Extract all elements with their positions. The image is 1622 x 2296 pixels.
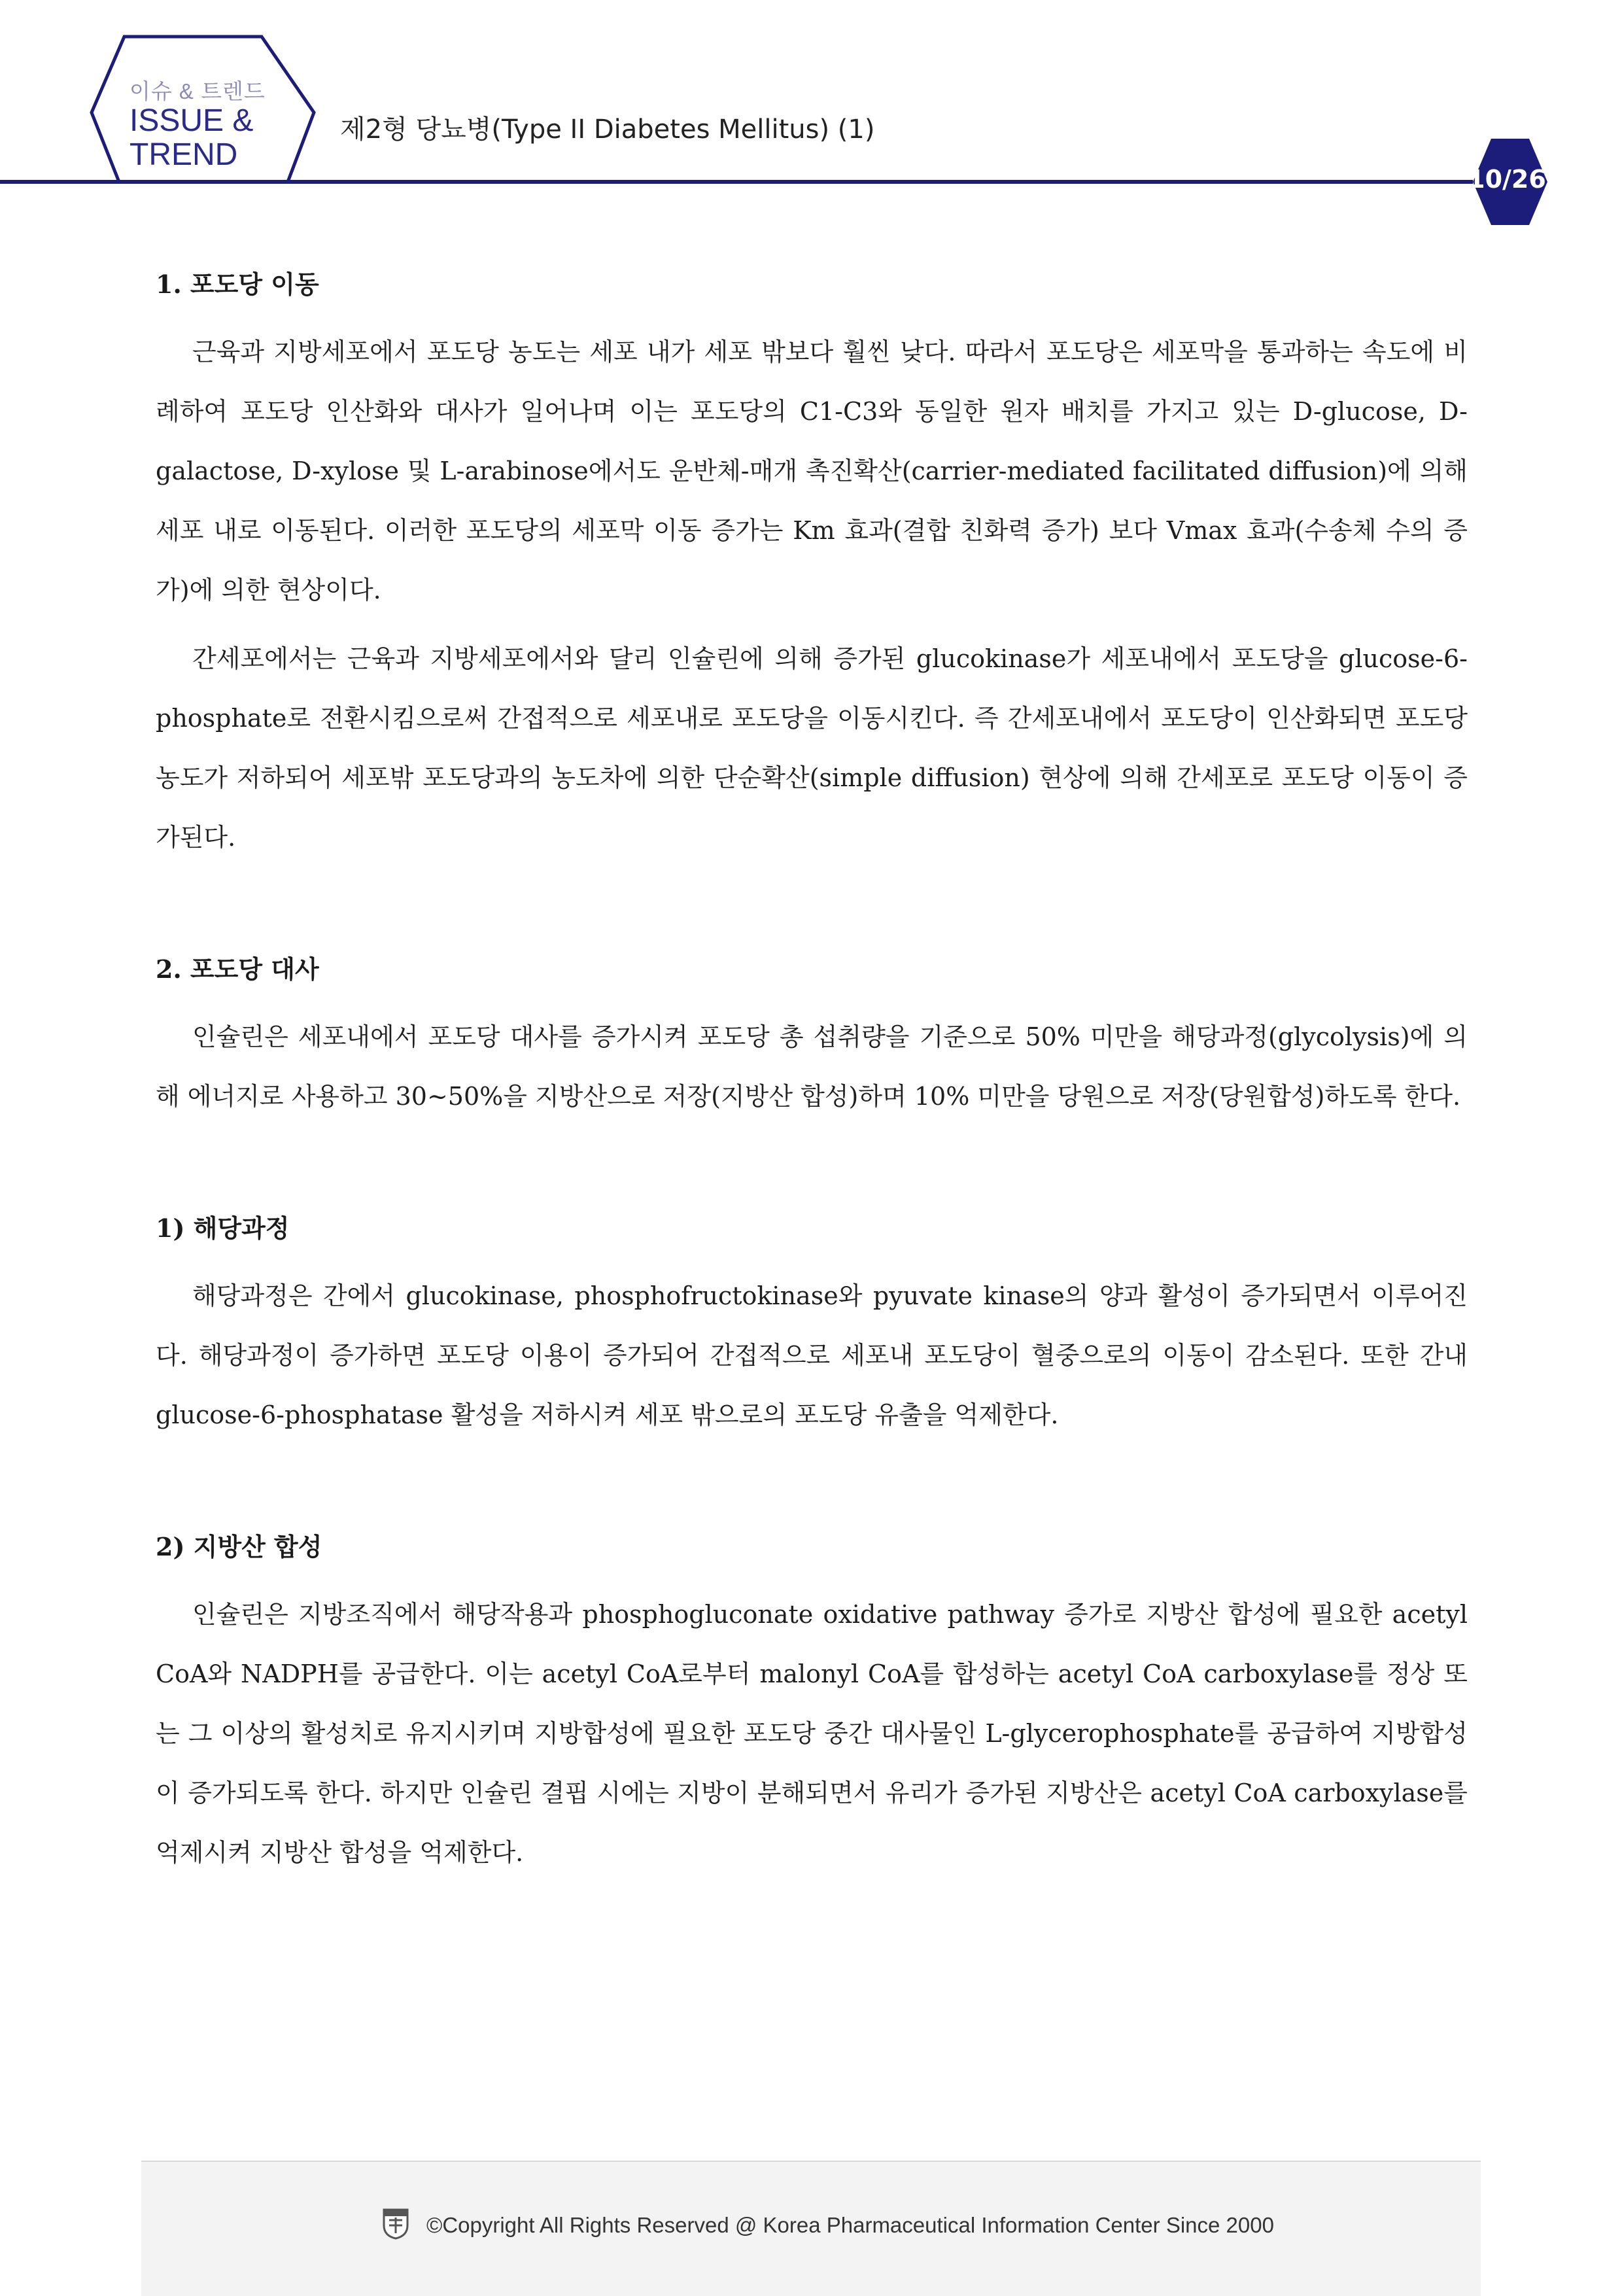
paragraph: 인슐린은 세포내에서 포도당 대사를 증가시켜 포도당 총 섭취량을 기준으로 50% 미만을 해당과정(glycolysis)에 의해 에너지로 사용하고 30~50%을 지방산으로 저장(지방산 합성)하며 10% 미만을 당원으로 저장(당원합성)하도록 한다. — [156, 1022, 1468, 1111]
copyright-text: ©Copyright All Rights Reserved @ Korea Pharmaceutical Information Center Since 2000 — [426, 2213, 1274, 2237]
section-heading-glucose-metabolism: 2. 포도당 대사 — [156, 954, 319, 984]
page-number: 10/26 — [1468, 165, 1546, 194]
document-title: 제2형 당뇨병(Type II Diabetes Mellitus) (1) — [340, 114, 875, 145]
subsection-heading-glycolysis: 1) 해당과정 — [156, 1213, 290, 1243]
logo-korean: 이슈 & 트렌드 — [129, 79, 266, 103]
paragraph: 인슐린은 지방조직에서 해당작용과 phosphogluconate oxidative pathway 증가로 지방산 합성에 필요한 acetyl CoA와 NADPH를 공급한다. 이는 acetyl CoA로부터 malonyl CoA를 합성하는 acetyl CoA carboxylase를 정상 또는 그 이상의 활성치로 유지시키며 지방합성에 필요한 포도당 중간 대사물인 L-glycerophosphate를 공급하여 지방합성이 증가되도록 한다. 하지만 인슐린 결핍 시에는 지방이 분해되면서 유리가 증가된 지방산은 acetyl CoA carboxylase를 억제시켜 지방산 합성을 억제한다. — [156, 1600, 1468, 1867]
paragraph: 간세포에서는 근육과 지방세포에서와 달리 인슐린에 의해 증가된 glucokinase가 세포내에서 포도당을 glucose-6-phosphate로 전환시킴으로써 간접적으로 세포내로 포도당을 이동시킨다. 즉 간세포내에서 포도당이 인산화되면 포도당 농도가 저하되어 세포밖 포도당과의 농도차에 의한 단순확산(simple diffusion) 현상에 의해 간세포로 포도당 이동이 증가된다. — [156, 644, 1468, 852]
section-heading-glucose-transport: 1. 포도당 이동 — [156, 270, 319, 299]
logo-trend: TREND — [129, 137, 238, 172]
paragraph: 근육과 지방세포에서 포도당 농도는 세포 내가 세포 밖보다 훨씬 낮다. 따라서 포도당은 세포막을 통과하는 속도에 비례하여 포도당 인산화와 대사가 일어나며 이는 포도당의 C1-C3와 동일한 원자 배치를 가지고 있는 D-glucose, D-galactose, D-xylose 및 L-arabinose에서도 운반체-매개 촉진확산(carrier-mediated facilitated diffusion)에 의해 세포 내로 이동된다. 이러한 포도당의 세포막 이동 증가는 Km 효과(결합 친화력 증가) 보다 Vmax 효과(수송체 수의 증가)에 의한 현상이다. — [156, 338, 1468, 604]
kpic-emblem-icon — [381, 2207, 410, 2240]
subsection-heading-fatty-acid-synthesis: 2) 지방산 합성 — [156, 1532, 322, 1561]
paragraph: 해당과정은 간에서 glucokinase, phosphofructokinase와 pyuvate kinase의 양과 활성이 증가되면서 이루어진다. 해당과정이 증가하면 포도당 이용이 증가되어 간접적으로 세포내 포도당이 혈중으로의 이동이 감소된다. 또한 간내 glucose-6-phosphatase 활성을 저하시켜 세포 밖으로의 포도당 유출을 억제한다. — [156, 1281, 1468, 1429]
logo-issue: ISSUE & — [129, 103, 254, 138]
article-body — [156, 265, 1468, 1883]
